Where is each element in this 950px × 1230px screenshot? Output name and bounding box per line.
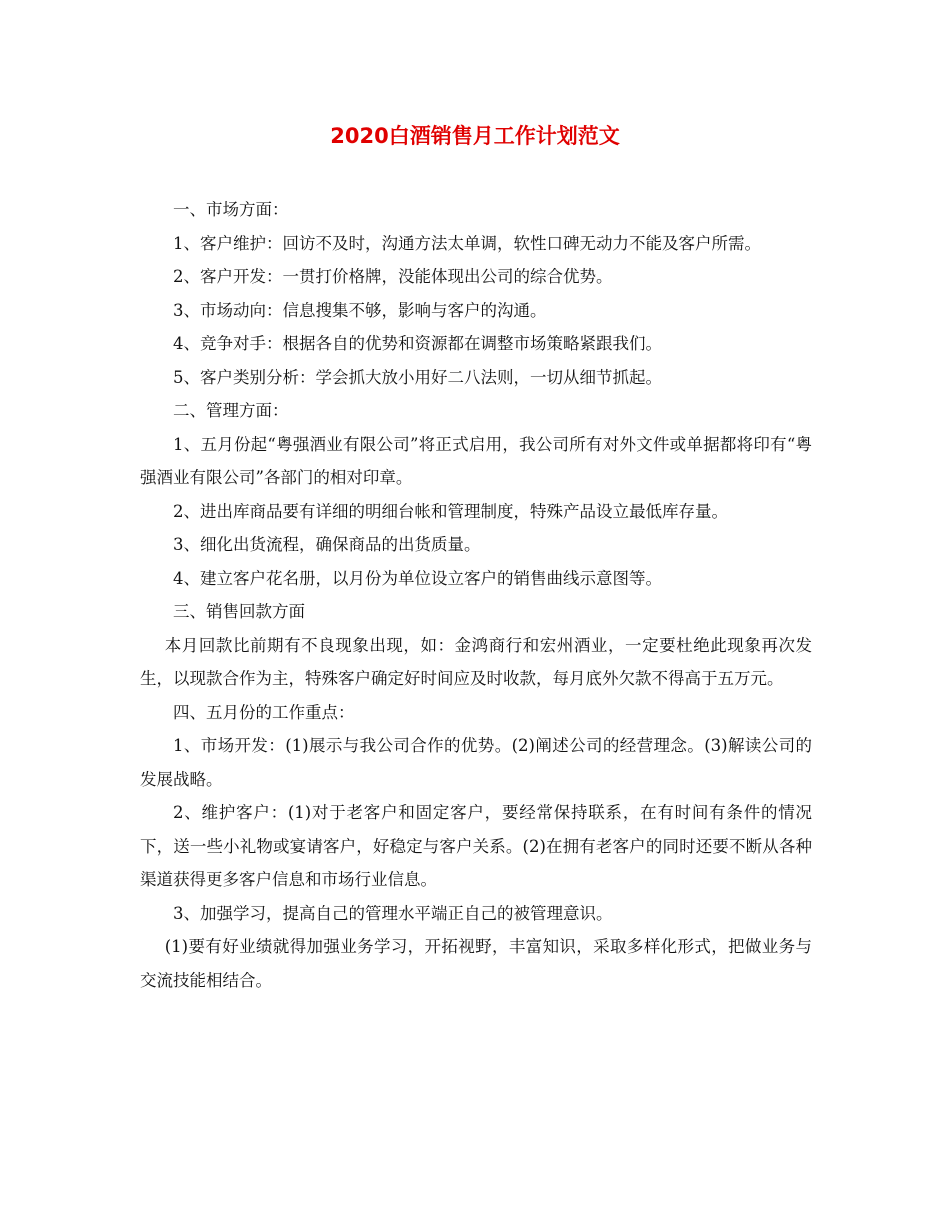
paragraph-learning: 3、加强学习，提高自己的管理水平端正自己的被管理意识。 bbox=[173, 903, 613, 923]
paragraph-customer-roster: 4、建立客户花名册，以月份为单位设立客户的销售曲线示意图等。 bbox=[173, 568, 662, 588]
paragraph-inventory: 2、进出库商品要有详细的明细台帐和管理制度，特殊产品设立最低库存量。 bbox=[173, 501, 728, 521]
document-body bbox=[140, 193, 812, 997]
section-heading-may-focus: 四、五月份的工作重点： bbox=[173, 702, 355, 722]
paragraph-business-study: (1)要有好业绩就得加强业务学习，开拓视野，丰富知识，采取多样化形式，把做业务与交流技能相结合。 bbox=[140, 937, 812, 990]
paragraph-payment-collection: 本月回款比前期有不良现象出现，如：金鸿商行和宏州酒业，一定要杜绝此现象再次发生，以现款合作为主，特殊客户确定好时间应及时收款，每月底外欠款不得高于五万元。 bbox=[140, 635, 812, 688]
section-heading-management: 二、管理方面： bbox=[173, 401, 289, 420]
paragraph-customer-maintenance: 1、客户维护：回访不及时，沟通方法太单调，软性口碑无动力不能及客户所需。 bbox=[173, 233, 761, 253]
paragraph-customer-care: 2、维护客户：(1)对于老客户和固定客户，要经常保持联系，在有时间有条件的情况下，送一些小礼物或宴请客户，好稳定与客户关系。(2)在拥有老客户的同时还要不断从各种渠道获得更多客户信息和市场行业信息。 bbox=[140, 803, 812, 889]
paragraph-company-seal: 1、五月份起“粤强酒业有限公司”将正式启用，我公司所有对外文件或单据都将印有“粤强酒业有限公司”各部门的相对印章。 bbox=[140, 434, 812, 487]
section-heading-payment: 三、销售回款方面 bbox=[173, 602, 305, 621]
paragraph-customer-analysis: 5、客户类别分析：学会抓大放小用好二八法则，一切从细节抓起。 bbox=[173, 367, 662, 387]
document-title: 2020白酒销售月工作计划范文 bbox=[330, 124, 620, 148]
paragraph-shipping: 3、细化出货流程，确保商品的出货质量。 bbox=[173, 535, 481, 554]
paragraph-customer-development: 2、客户开发：一贯打价格牌，没能体现出公司的综合优势。 bbox=[173, 267, 613, 286]
section-heading-market: 一、市场方面： bbox=[173, 200, 289, 219]
paragraph-competitors: 4、竞争对手：根据各自的优势和资源都在调整市场策略紧跟我们。 bbox=[173, 334, 662, 353]
paragraph-market-development: 1、市场开发：(1)展示与我公司合作的优势。(2)阐述公司的经营理念。(3)解读公司的发展战略。 bbox=[140, 736, 812, 789]
paragraph-market-trends: 3、市场动向：信息搜集不够，影响与客户的沟通。 bbox=[173, 300, 547, 320]
